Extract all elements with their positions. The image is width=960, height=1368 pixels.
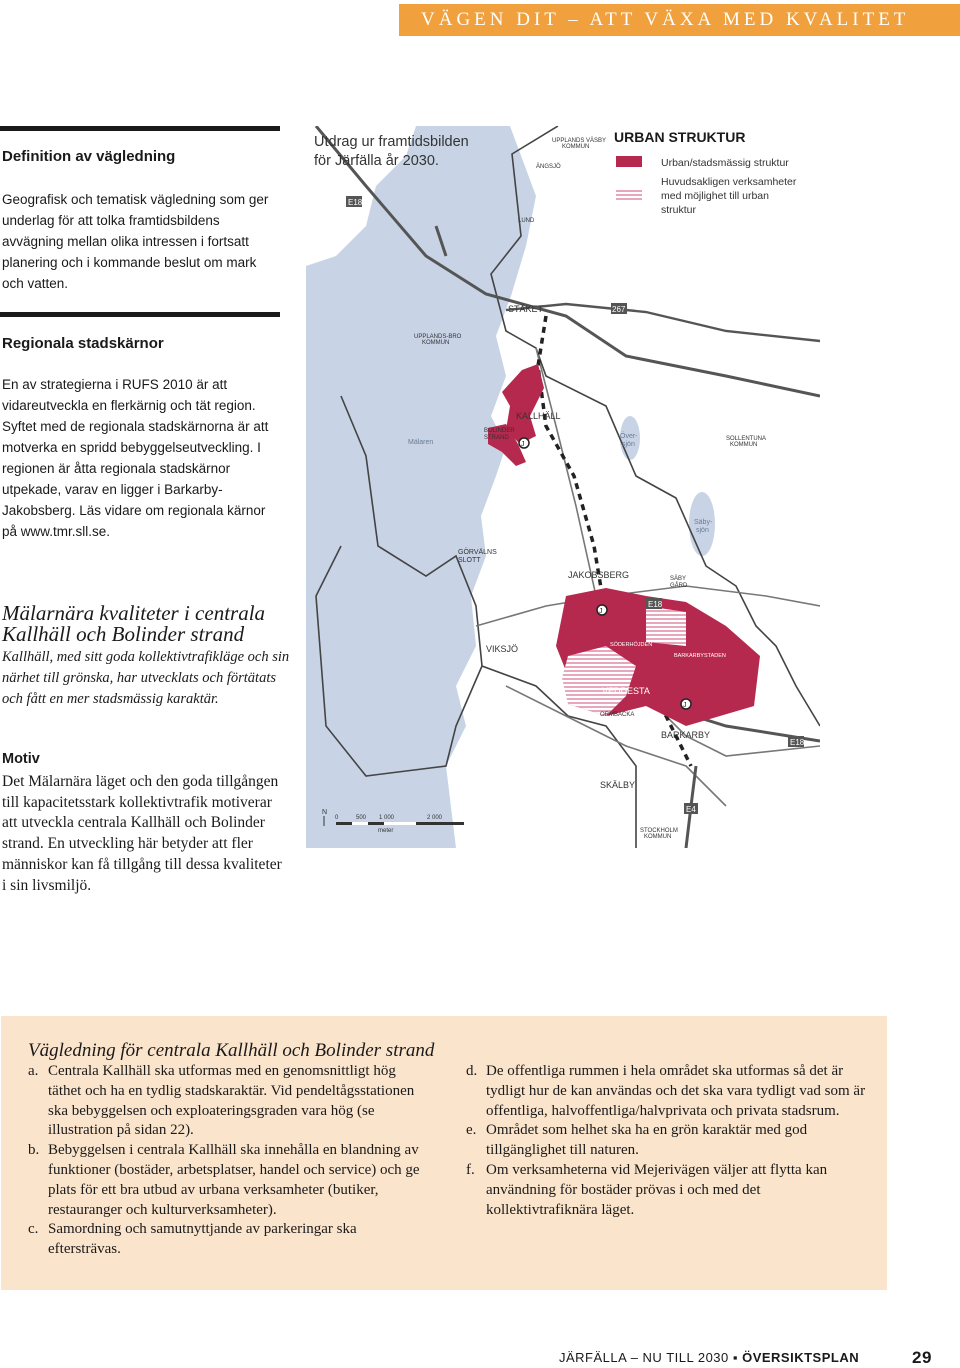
map-label: sjön	[696, 527, 709, 534]
scale-bar-segment	[384, 822, 416, 825]
legend-swatch-urban	[616, 156, 642, 167]
legend-urban-label: Urban/stadsmässig struktur	[661, 157, 789, 169]
qualities-intro: Kallhäll, med sitt goda kollektivtrafikläge och sin närhet till grönska, har utvecklats och förtätats och fått en mer stadsmässig karaktär.	[2, 649, 290, 707]
scale-bar-segment	[352, 822, 368, 825]
map-label: BARKARBYSTADEN	[674, 653, 726, 659]
scale-label: 2 000	[427, 815, 443, 821]
map-caption: Utdrag ur framtidsbilden för Järfälla år 2030.	[314, 134, 469, 169]
guidance-text: De offentliga rummen i hela området ska utformas så det är tydligt hur de kan användas och det ska vara tydligt vad som är offentliga, halvoffentliga/halvprivata och privata stadsrum.	[486, 1063, 866, 1119]
regional-body: En av strategierna i RUFS 2010 är att vidareutveckla en flerkärnig och tät region. Syftet med de regionala stadskärnorna är att motverka en spridd bebyggelseutveckling. I regionen är åtta regionala stadskärnor utpekade, varav en ligger i Barkarby-Jakobsberg. Läs vidare om regionala kärnor på www.tmr.sll.se.	[2, 377, 269, 539]
map-label: Mälaren	[408, 439, 434, 446]
guidance-text: Centrala Kallhäll ska utformas med en genomsnittligt hög täthet och ha en tydlig stadskaraktär. Vid pendeltågsstationen ska bebyggelsen och exploateringsgraden vara hög (se illustration på sidan 22).	[48, 1063, 415, 1139]
map-label: SOLLENTUNA	[726, 436, 767, 442]
guidance-text: Samordning och samutnyttjande av parkeringar ska eftersträvas.	[48, 1221, 357, 1258]
scale-unit: meter	[378, 828, 394, 834]
road-shield-label: E18	[790, 738, 805, 747]
map-label: SÄBY	[670, 576, 687, 582]
guidance-item	[466, 1121, 866, 1161]
guidance-text: Området som helhet ska ha en grön karaktär med god tillgänglighet till naturen.	[486, 1122, 808, 1159]
station-label: J	[683, 702, 687, 709]
guidance-text: Bebyggelsen i centrala Kallhäll ska innehålla en blandning av funktioner (bostäder, arbetsplatser, handel och service) och ge plats för ett bra utbud av urbana verksamheter (butiker, restauranger och kulturverksamheter).	[48, 1142, 420, 1218]
qualities-heading: Mälarnära kvaliteter i centrala Kallhäll och Bolinder strand	[2, 601, 266, 646]
motiv-title: Motiv	[2, 751, 40, 767]
scale-label: 0	[335, 815, 339, 821]
map-label: ÄNGSJÖ	[536, 164, 561, 170]
guidance-list-right	[466, 1062, 866, 1220]
scale-label: 1 000	[379, 815, 395, 821]
chapter-banner: VÄGEN DIT – ATT VÄXA MED KVALITET	[399, 4, 960, 36]
road-shield-label: E18	[648, 600, 663, 609]
map-label: LUND	[518, 218, 535, 224]
guidance-item	[28, 1220, 420, 1260]
page-footer	[559, 1350, 939, 1365]
road-shield-label: E4	[686, 805, 696, 814]
legend-title: URBAN STRUKTUR	[614, 129, 746, 145]
guidance-letter: d.	[466, 1063, 478, 1079]
regional-title: Regionala stadskärnor	[2, 335, 164, 352]
mixed-use-area-hatched	[646, 606, 686, 646]
guidance-letter: f.	[466, 1161, 475, 1178]
map-label: KOMMUN	[422, 340, 450, 346]
map-label: KOMMUN	[562, 144, 590, 150]
map-label: SLOTT	[458, 557, 481, 564]
guidance-item	[28, 1141, 420, 1220]
map-label: Över-	[620, 433, 638, 440]
map-label: STOCKHOLM	[640, 828, 678, 834]
definition-body: Geografisk och tematisk vägledning som ger underlag för att tolka framtidsbildens avvägning mellan olika intressen i fortsatt planering och i kommande beslut om mark och vatten.	[2, 192, 269, 291]
road-shield-label: E18	[348, 198, 363, 207]
map-label: BOLINDER	[484, 428, 515, 434]
guidance-list-left	[28, 1062, 420, 1260]
footer-prefix: JÄRFÄLLA – NU TILL 2030 ▪	[559, 1350, 743, 1365]
map-label: KOMMUN	[730, 442, 758, 448]
map-label: JAKOBSBERG	[568, 570, 630, 580]
road-shield-label: 267	[612, 305, 626, 314]
guidance-text: Om verksamheterna vid Mejerivägen väljer att flytta kan användning för bostäder prövas i och med det kollektivtrafiknära läget.	[486, 1161, 828, 1218]
guidance-item	[466, 1062, 866, 1121]
guidance-letter: b.	[28, 1142, 40, 1159]
legend-mixed-label: med möjlighet till urban	[661, 190, 769, 202]
map-label: SKÄLBY	[600, 780, 636, 790]
guidance-title: Vägledning för centrala Kallhäll och Bolinder strand	[28, 1040, 435, 1061]
guidance-letter: a.	[28, 1063, 39, 1079]
station-label: J	[599, 608, 603, 615]
map-label: UPPLANDS VÄSBY	[552, 138, 607, 144]
north-arrow-label: N	[322, 809, 328, 816]
map-label: ORMBACKA	[600, 712, 635, 718]
legend-mixed-label: Huvudsakligen verksamheter	[661, 176, 797, 188]
urban-structure-map	[306, 126, 820, 848]
section-rule	[0, 312, 280, 317]
map-label: GÅRD	[670, 583, 688, 589]
section-rule	[0, 126, 280, 131]
definition-title: Definition av vägledning	[2, 148, 176, 165]
footer-document-title: ÖVERSIKTSPLAN	[742, 1350, 860, 1365]
guidance-item	[466, 1161, 866, 1220]
map-label: SÖDERHÖJDEN	[610, 642, 653, 648]
map-label: VIKSJÖ	[486, 644, 519, 654]
map-label: VEDDESTA	[602, 686, 650, 696]
map-label: KOMMUN	[644, 834, 672, 840]
map-label: STÄKET	[508, 304, 544, 314]
map-label: sjön	[622, 441, 635, 448]
guidance-letter: e.	[466, 1122, 477, 1139]
station-label: J	[521, 441, 525, 448]
scale-label: 500	[356, 815, 367, 821]
map-label: BARKARBY	[661, 730, 711, 740]
legend-mixed-label: struktur	[661, 204, 697, 216]
map-label: GÖRVÄLNS	[458, 549, 497, 556]
page-number: 29	[912, 1348, 932, 1367]
legend-swatch-hatched	[616, 188, 642, 202]
map-label: KALLHÄLL	[516, 411, 561, 421]
map-label: UPPLANDS-BRO	[414, 334, 462, 340]
map-label: Säby-	[694, 519, 713, 526]
map-label: STRAND	[484, 435, 509, 441]
guidance-letter: c.	[28, 1221, 39, 1238]
motiv-body: Det Mälarnära läget och den goda tillgången till kapacitetsstark kollektivtrafik motiverar att utveckla centrala Kallhäll och Bolinder strand. En utveckling här betyder att fler människor kan få tillgång till dessa kvaliteter i sin livsmiljö.	[2, 773, 282, 894]
guidance-item	[28, 1062, 420, 1141]
